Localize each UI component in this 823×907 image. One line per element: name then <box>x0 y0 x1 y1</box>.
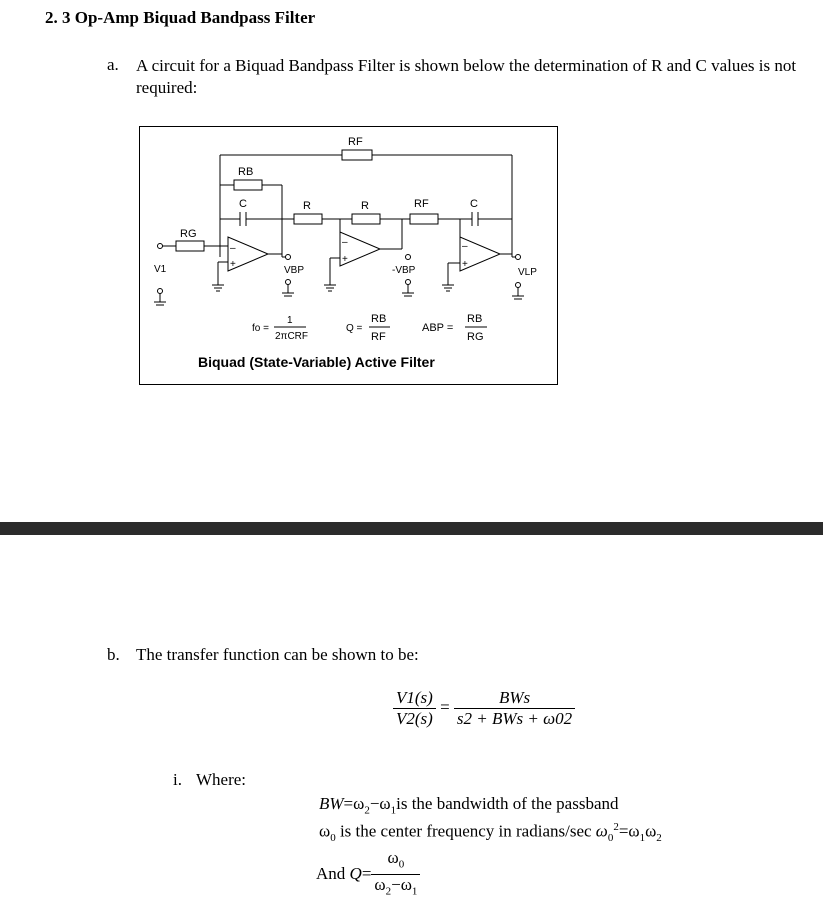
page-divider <box>0 522 823 535</box>
q-definition-prefix: And <box>316 863 346 883</box>
q-lhs: Q = <box>346 323 363 334</box>
label-c1: C <box>239 198 247 210</box>
tf-equals: = <box>440 697 450 717</box>
figure-caption: Biquad (State-Variable) Active Filter <box>198 354 435 370</box>
omega0-definition: $\omega_0$ is the center frequency in radians/sec $\omega_0^2=\omega_1\omega_2$ <box>319 821 662 845</box>
abp-lhs: ABP = <box>422 322 454 334</box>
label-vlp: VLP <box>518 267 537 278</box>
circuit-diagram <box>140 127 557 384</box>
amp3-plus: + <box>462 259 468 270</box>
transfer-function <box>393 688 575 729</box>
omega0-definition-text: is the center frequency in radians/sec <box>339 821 592 841</box>
tf-denominator: V2(s) <box>396 709 433 728</box>
abp-num: RB <box>467 313 483 325</box>
label-c2: C <box>470 198 478 210</box>
label-vbp: VBP <box>284 265 305 276</box>
fo-num: 1 <box>287 315 293 326</box>
label-rf-mid: RF <box>414 198 429 210</box>
q-den: RF <box>371 331 386 343</box>
bw-definition-text: is the bandwidth of the passband <box>396 794 619 813</box>
amp2-plus: + <box>342 254 348 265</box>
abp-den: RG <box>467 331 484 343</box>
label-rf-top: RF <box>348 136 363 148</box>
fo-den: 2πCRF <box>275 331 309 342</box>
item-b-text: The transfer function can be shown to be: <box>136 645 419 664</box>
amp3-minus: – <box>462 241 468 252</box>
circuit-figure <box>139 126 558 385</box>
bw-definition: $BW=\omega_2-\omega_1is$ the bandwidth of the passband <box>319 794 619 817</box>
label-rg: RG <box>180 228 197 240</box>
amp1-minus: – <box>230 243 236 254</box>
tf-rhs-numerator: BWs <box>454 688 575 709</box>
label-r1: R <box>303 200 311 212</box>
label-neg-vbp: -VBP <box>392 265 416 276</box>
fo-lhs: fo = <box>252 323 269 334</box>
item-a-text: A circuit for a Biquad Bandpass Filter is shown below the determination of R and C values is not required: <box>136 56 797 97</box>
label-rb: RB <box>238 166 254 178</box>
tf-lhs-fraction <box>393 688 436 729</box>
item-a-marker: a. <box>107 55 119 74</box>
label-v1: V1 <box>154 264 167 275</box>
tf-rhs-denominator: s2 + BWs + ω02 <box>456 709 573 728</box>
label-r2: R <box>361 200 369 212</box>
item-i-marker: i. <box>173 770 182 789</box>
q-num: RB <box>371 313 387 325</box>
q-definition: And Q= $\frac{\omega_0}{\omega_2-\omega_1}$ <box>316 848 420 902</box>
tf-numerator: V1(s) <box>393 688 436 709</box>
item-b-marker: b. <box>107 645 120 664</box>
amp1-plus: + <box>230 259 236 270</box>
amp2-minus: – <box>342 237 348 248</box>
item-i-text: Where: <box>196 770 247 789</box>
tf-rhs-fraction <box>454 688 575 729</box>
section-heading: 2. 3 Op-Amp Biquad Bandpass Filter <box>45 8 316 27</box>
